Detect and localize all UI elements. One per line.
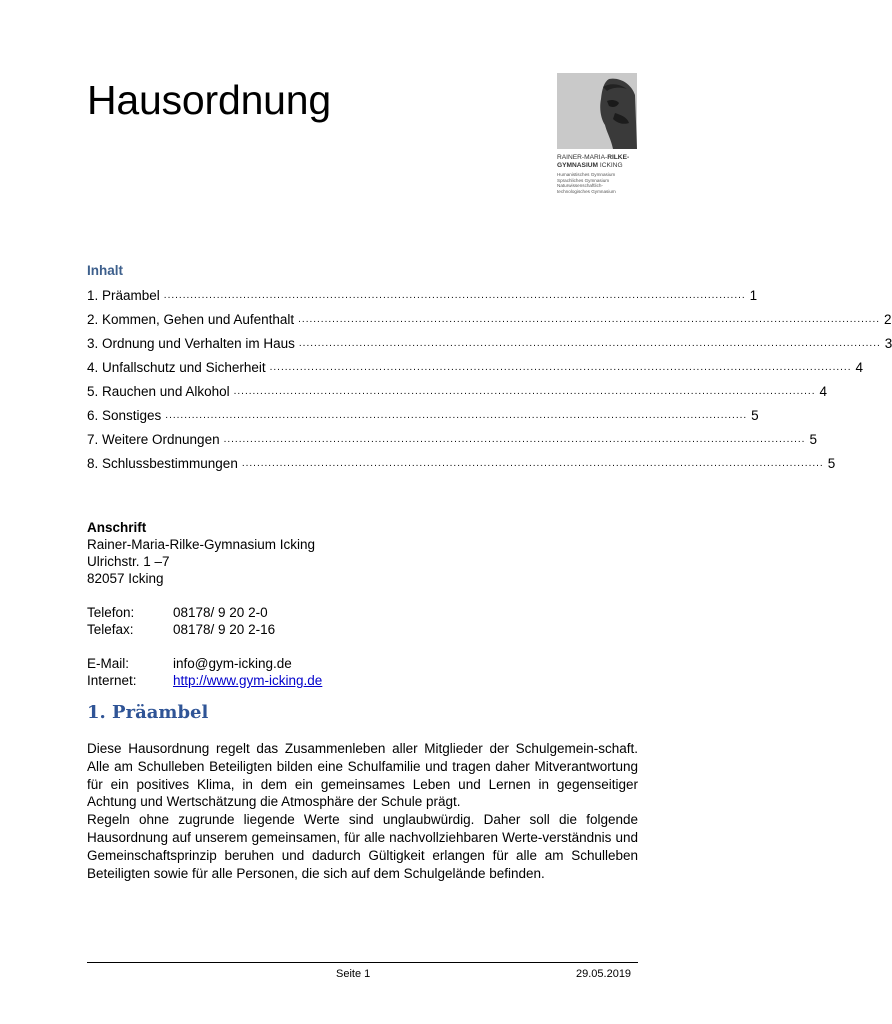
- poet-portrait-image: [557, 73, 637, 149]
- logo-subtitle: Sprachliches Gymnasium: [557, 177, 610, 183]
- address-heading: Anschrift: [87, 520, 147, 535]
- toc-heading: Inhalt: [87, 263, 123, 278]
- footer-divider: [87, 962, 638, 963]
- document-title: Hausordnung: [87, 77, 331, 123]
- toc-entry[interactable]: [87, 451, 836, 475]
- toc-entry[interactable]: [87, 403, 759, 427]
- logo-school-name: [557, 154, 637, 169]
- footer-page-number: Seite 1: [336, 968, 371, 980]
- phone-row: [87, 604, 322, 621]
- toc-entry-page: 4: [819, 383, 827, 399]
- toc-leader: ..........................................................................................................................................................: [269, 361, 852, 373]
- toc-entry-label: 1. Präambel: [87, 287, 160, 303]
- email-label: E-Mail:: [87, 656, 130, 671]
- address-name: Rainer-Maria-Rilke-Gymnasium Icking: [87, 537, 316, 552]
- toc-entry-page: 5: [809, 431, 817, 447]
- paragraph: Diese Hausordnung regelt das Zusammenleben aller Mitglieder der Schulgemein-schaft. Alle am Schulleben Beteiligten bilden eine Schulfamilie und tragen daher Mitverantwortung für ein positives Klima, in dem ein gemeinsames Leben und Lernen in gegenseitiger Achtung und Wertschätzung die Atmosphäre der Schule prägt.: [87, 741, 638, 810]
- address-street: Ulrichstr. 1 –7: [87, 554, 170, 569]
- toc-entry[interactable]: [87, 379, 827, 403]
- toc-entry-label: 5. Rauchen und Alkohol: [87, 383, 230, 399]
- toc-entry[interactable]: [87, 307, 892, 331]
- logo-subtitle: technologisches Gymnasium: [557, 188, 616, 194]
- toc-entry-label: 3. Ordnung und Verhalten im Haus: [87, 335, 295, 351]
- web-label: Internet:: [87, 673, 137, 688]
- web-row: [87, 672, 322, 689]
- fax-label: Telefax:: [87, 622, 134, 637]
- toc-entry[interactable]: [87, 355, 863, 379]
- section-body: [87, 740, 638, 882]
- fax-row: [87, 621, 322, 638]
- phone-label: Telefon:: [87, 605, 135, 620]
- section-heading: 1. Präambel: [87, 702, 209, 723]
- toc-entry-page: 2: [884, 311, 892, 327]
- toc-leader: ..........................................................................................................................................................: [163, 289, 746, 301]
- logo-subtitle: Humanistisches Gymnasium: [557, 172, 616, 178]
- logo-subtitle: Naturwissenschaftlich-: [557, 183, 603, 189]
- school-logo: [557, 73, 637, 195]
- toc-leader: ..........................................................................................................................................................: [298, 313, 881, 325]
- footer-date: 29.05.2019: [576, 968, 632, 980]
- toc-entry[interactable]: [87, 283, 758, 307]
- toc-entry-page: 5: [827, 455, 836, 471]
- phone-value: 08178/ 9 20 2-0: [173, 605, 268, 620]
- toc-leader: ..........................................................................................................................................................: [223, 433, 806, 445]
- toc-leader: ..........................................................................................................................................................: [165, 409, 748, 421]
- logo-subtitles: [557, 172, 637, 194]
- website-link[interactable]: http://www.gym-icking.de: [173, 673, 323, 688]
- logo-line2-bold: GYMNASIUM: [557, 161, 599, 169]
- toc-entry-page: 5: [751, 407, 759, 423]
- toc-entry-label: 7. Weitere Ordnungen: [87, 431, 220, 447]
- email-row: [87, 655, 322, 672]
- toc-entry-label: 8. Schlussbestimmungen: [87, 455, 238, 471]
- logo-line1-bold: RILKE-: [607, 154, 630, 161]
- toc-leader: ..........................................................................................................................................................: [241, 457, 824, 469]
- toc-leader: ..........................................................................................................................................................: [233, 385, 816, 397]
- toc-entry-label: 4. Unfallschutz und Sicherheit: [87, 359, 266, 375]
- paragraph: Regeln ohne zugrunde liegende Werte sind unglaubwürdig. Daher soll die folgende Hausordnung auf unserem gemeinsamen, für alle nachvollziehbaren Werte-verständnis und Gemeinschaftsprinzip beruhen und dadurch Gültigkeit erlangen für alle am Schulleben Beteiligten sowie für alle Personen, die sich auf dem Schulgelände befinden.: [87, 812, 638, 881]
- portrait-icon: [557, 73, 637, 149]
- toc-entry-page: 4: [855, 359, 863, 375]
- toc-leader: ..........................................................................................................................................................: [298, 337, 881, 349]
- fax-value: 08178/ 9 20 2-16: [173, 622, 276, 637]
- address-city: 82057 Icking: [87, 571, 164, 586]
- logo-line1-regular: RAINER-MARIA-: [557, 154, 608, 161]
- toc-entry[interactable]: [87, 427, 817, 451]
- toc-entry-page: 1: [749, 287, 758, 303]
- toc-entry[interactable]: [87, 331, 892, 355]
- email-value: info@gym-icking.de: [173, 656, 292, 671]
- logo-line2-regular: ICKING: [598, 161, 623, 169]
- table-of-contents: [87, 283, 892, 475]
- toc-entry-label: 6. Sonstiges: [87, 407, 162, 423]
- toc-entry-page: 3: [884, 335, 892, 351]
- address-block: [87, 519, 322, 689]
- toc-entry-label: 2. Kommen, Gehen und Aufenthalt: [87, 311, 295, 327]
